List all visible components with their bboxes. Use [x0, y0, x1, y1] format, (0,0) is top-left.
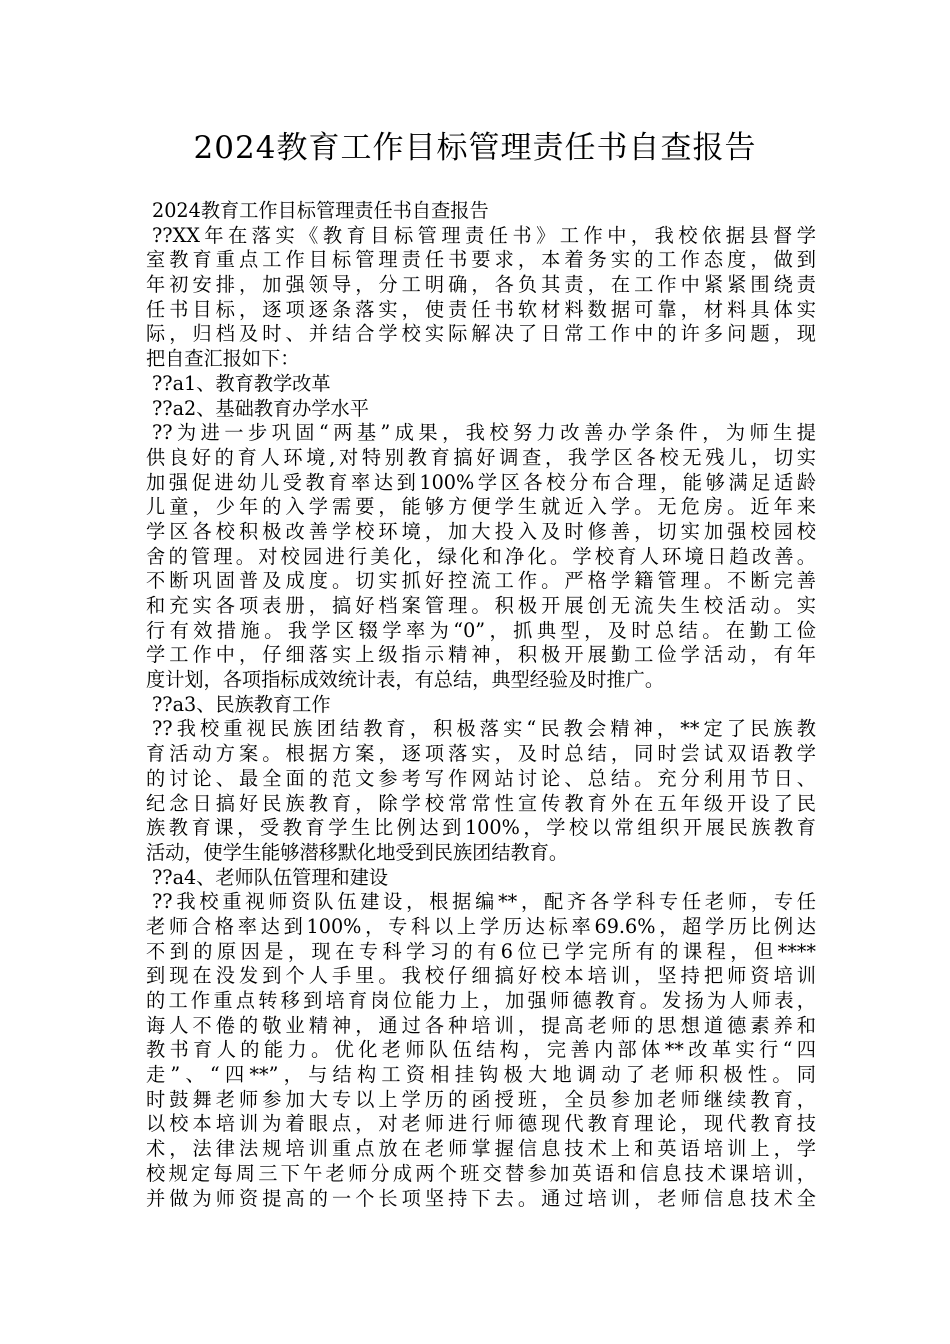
- text-line: ??a2、基础教育办学水平: [152, 396, 369, 420]
- text-line: 不断巩固普及成度。切实抓好控流工作。严格学籍管理。不断完善: [146, 569, 816, 593]
- text-line: 学区各校积极改善学校环境，加大投入及时修善，切实加强校园校: [146, 519, 816, 543]
- text-line: 族教育课，受教育学生比例达到100%，学校以常组织开展民族教育: [146, 816, 816, 840]
- text-line: 把自查汇报如下：: [146, 347, 300, 371]
- text-line: 校规定每周三下午老师分成两个班交替参加英语和信息技术课培训，: [146, 1161, 816, 1185]
- text-line: 活动，使学生能够潜移默化地受到民族团结教育。: [146, 840, 569, 864]
- text-line: ??XX年在落实《教育目标管理责任书》工作中，我校依据县督学: [152, 223, 816, 247]
- text-line: 不到的原因是，现在专科学习的有6位已学完所有的课程，但****: [146, 939, 816, 963]
- text-line: 任书目标，逐项逐条落实，使责任书软材料数据可靠，材料具体实: [146, 297, 816, 321]
- text-line: 术，法律法规培训重点放在老师掌握信息技术上和英语培训上，学: [146, 1137, 816, 1161]
- document-body: [146, 199, 816, 1211]
- text-line: 和充实各项表册，搞好档案管理。积极开展创无流失生校活动。实: [146, 594, 816, 617]
- text-line: ??我校重视民族团结教育，积极落实“民教会精神，**定了民族教: [152, 717, 816, 741]
- text-line: 加强促进幼儿受教育率达到100%学区各校分布合理，能够满足适龄: [146, 470, 816, 494]
- text-line: 行有效措施。我学区辍学率为“0”，抓典型，及时总结。在勤工俭: [146, 618, 816, 642]
- text-line: 老师合格率达到100%，专科以上学历达标率69.6%，超学历比例达: [146, 914, 816, 938]
- document-title: 2024教育工作目标管理责任书自查报告: [193, 130, 757, 166]
- text-line: 的讨论、最全面的范文参考写作网站讨论、总结。充分利用节日、: [146, 766, 816, 790]
- text-line: 纪念日搞好民族教育，除学校常常性宣传教育外在五年级开设了民: [146, 791, 816, 815]
- text-line: 学工作中，仔细落实上级指示精神，积极开展勤工俭学活动，有年: [146, 643, 816, 667]
- text-line: 以校本培训为着眼点，对老师进行师德现代教育理论，现代教育技: [146, 1112, 816, 1136]
- text-line: ??a1、教育教学改革: [152, 371, 331, 395]
- text-line: 舍的管理。对校园进行美化，绿化和净化。学校育人环境日趋改善。: [146, 544, 816, 568]
- text-line: 诲人不倦的敬业精神，通过各种培训，提高老师的思想道德素养和: [146, 1013, 816, 1037]
- text-line: 走”、“四**”，与结构工资相挂钩极大地调动了老师积极性。同: [146, 1063, 816, 1087]
- text-line: ??为进一步巩固“两基”成果，我校努力改善办学条件，为师生提: [152, 421, 816, 445]
- text-line: ??我校重视师资队伍建设，根据编**，配齐各学科专任老师，专任: [152, 890, 816, 914]
- text-line: 际，归档及时、并结合学校实际解决了日常工作中的许多问题，现: [146, 322, 816, 346]
- text-line: 时鼓舞老师参加大专以上学历的函授班，全员参加老师继续教育，: [146, 1087, 816, 1111]
- text-line: ??a4、老师队伍管理和建设: [152, 865, 389, 889]
- text-line: 育活动方案。根据方案，逐项落实，及时总结，同时尝试双语教学: [146, 742, 816, 766]
- text-line: 教书育人的能力。优化老师队伍结构，完善内部体**改革实行“四: [146, 1038, 816, 1062]
- text-line: 到现在没发到个人手里。我校仔细搞好校本培训，坚持把师资培训: [146, 964, 816, 988]
- text-line: 供良好的育人环境,对特别教育搞好调查，我学区各校无残儿，切实: [146, 445, 816, 469]
- text-line: 度计划，各项指标成效统计表，有总结，典型经验及时推广。: [146, 668, 665, 692]
- text-line: 儿童，少年的入学需要，能够方便学生就近入学。无危房。近年来: [146, 495, 816, 519]
- text-line: ??a3、民族教育工作: [152, 692, 331, 716]
- text-line: 2024教育工作目标管理责任书自查报告: [152, 199, 489, 222]
- text-line: 的工作重点转移到培育岗位能力上，加强师德教育。发扬为人师表，: [146, 989, 816, 1012]
- text-line: 年初安排，加强领导，分工明确，各负其责，在工作中紧紧围绕责: [146, 273, 816, 297]
- text-line: 室教育重点工作目标管理责任书要求，本着务实的工作态度，做到: [146, 248, 816, 272]
- text-line: 并做为师资提高的一个长项坚持下去。通过培训，老师信息技术全: [146, 1186, 816, 1210]
